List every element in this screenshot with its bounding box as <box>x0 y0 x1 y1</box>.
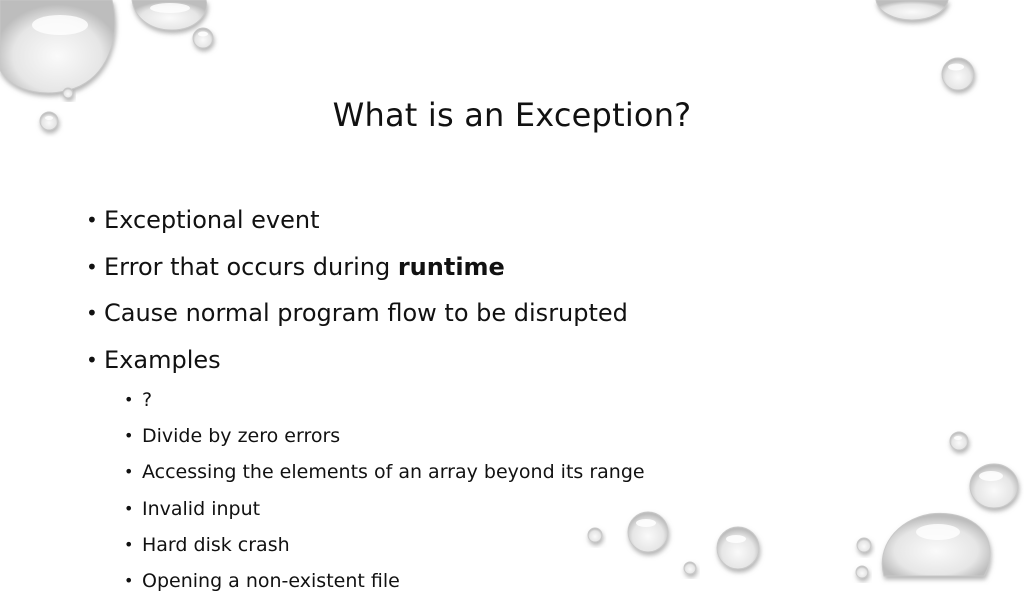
drop-right-small <box>950 432 968 450</box>
examples-sublist <box>86 388 846 605</box>
drop-top-left-large <box>0 0 115 93</box>
example-text: Invalid input <box>142 497 261 520</box>
bullet-text: Examples <box>104 345 221 374</box>
drop-top-right-large <box>876 0 948 20</box>
drop-right-medium <box>970 464 1018 508</box>
drop-small-1 <box>193 28 213 48</box>
drop-bottom-right-large <box>882 513 990 576</box>
drop-bottom-small-1 <box>857 538 871 552</box>
example-text: Hard disk crash <box>142 533 290 556</box>
example-item <box>86 388 846 424</box>
example-text: Divide by zero errors <box>142 425 341 448</box>
bullet-text: Exceptional event <box>104 206 320 234</box>
bullet-examples <box>86 345 846 392</box>
example-item <box>86 569 846 605</box>
slide-title: What is an Exception? <box>332 96 692 134</box>
example-item <box>86 424 846 460</box>
drop-top-left-medium <box>132 0 207 30</box>
example-item <box>86 533 846 569</box>
bullet-runtime-error <box>86 252 846 299</box>
drop-top-right-medium <box>942 58 974 90</box>
bullet-text: Cause normal program flow to be disrupted <box>104 299 628 328</box>
bullet-list <box>86 205 846 391</box>
example-text: Opening a non-existent file <box>142 569 400 592</box>
bullet-bold-text: runtime <box>397 252 505 281</box>
example-text: ? <box>142 389 153 411</box>
bullet-flow-disrupted <box>86 298 846 345</box>
bullet-text: Error that occurs during <box>104 252 398 281</box>
example-text: Accessing the elements of an array beyond its range <box>142 461 645 484</box>
bullet-exceptional-event <box>86 205 846 252</box>
examples-sublist-wrap <box>86 388 846 605</box>
drop-bottom-small-2 <box>856 566 868 578</box>
example-item <box>86 460 846 496</box>
example-item <box>86 497 846 533</box>
